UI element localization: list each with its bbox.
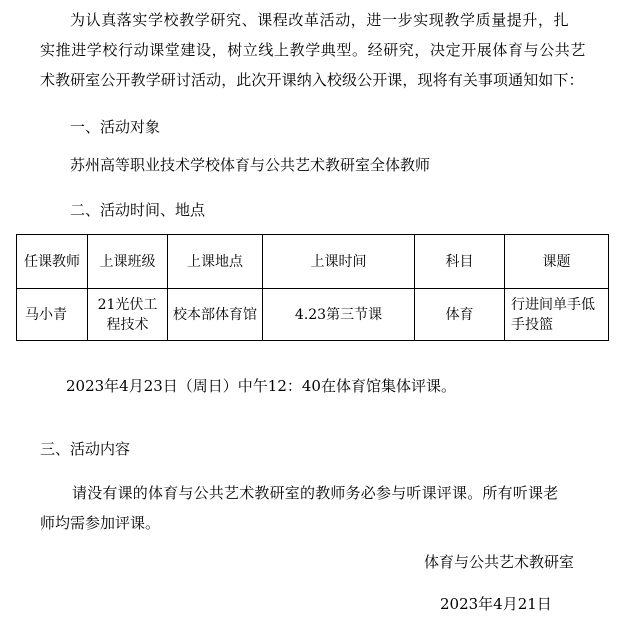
header-class: 上课班级 — [88, 235, 168, 289]
content-line-1: 请没有课的体育与公共艺术教研室的教师务必参与听课评课。所有听课老 — [72, 484, 559, 502]
header-time: 上课时间 — [263, 235, 415, 289]
header-location: 上课地点 — [168, 235, 263, 289]
signature: 体育与公共艺术教研室 — [424, 553, 575, 571]
participants-text: 苏州高等职业技术学校体育与公共艺术教研室全体教师 — [70, 156, 431, 174]
section-heading-participants: 一、活动对象 — [70, 118, 161, 136]
schedule-table — [16, 234, 609, 341]
intro-line-3: 术教研室公开教学研讨活动，此次开课纳入校级公开课，现将有关事项通知如下： — [40, 71, 584, 89]
section-heading-content: 三、活动内容 — [40, 440, 131, 458]
cell-location: 校本部体育馆 — [168, 289, 263, 341]
cell-time: 4.23第三节课 — [263, 289, 415, 341]
cell-topic: 行进间单手低手投篮 — [505, 289, 609, 341]
section-heading-time-place: 二、活动时间、地点 — [70, 201, 206, 219]
evaluation-notice: 2023年4月23日（周日）中午12：40在体育馆集体评课。 — [66, 377, 456, 395]
header-subject: 科目 — [415, 235, 505, 289]
content-line-2: 师均需参加评课。 — [40, 514, 161, 532]
cell-class: 21光伏工程技术 — [88, 289, 168, 341]
issue-date: 2023年4月21日 — [440, 595, 552, 613]
table-header-row — [17, 235, 609, 289]
table-row — [17, 289, 609, 341]
intro-line-1: 为认真落实学校教学研究、课程改革活动，进一步实现教学质量提升，扎 — [70, 11, 570, 29]
header-teacher: 任课教师 — [17, 235, 88, 289]
cell-teacher: 马小青 — [17, 289, 88, 341]
intro-line-2: 实推进学校行动课堂建设，树立线上教学典型。经研究，决定开展体育与公共艺 — [40, 41, 587, 59]
cell-subject: 体育 — [415, 289, 505, 341]
header-topic: 课题 — [505, 235, 609, 289]
